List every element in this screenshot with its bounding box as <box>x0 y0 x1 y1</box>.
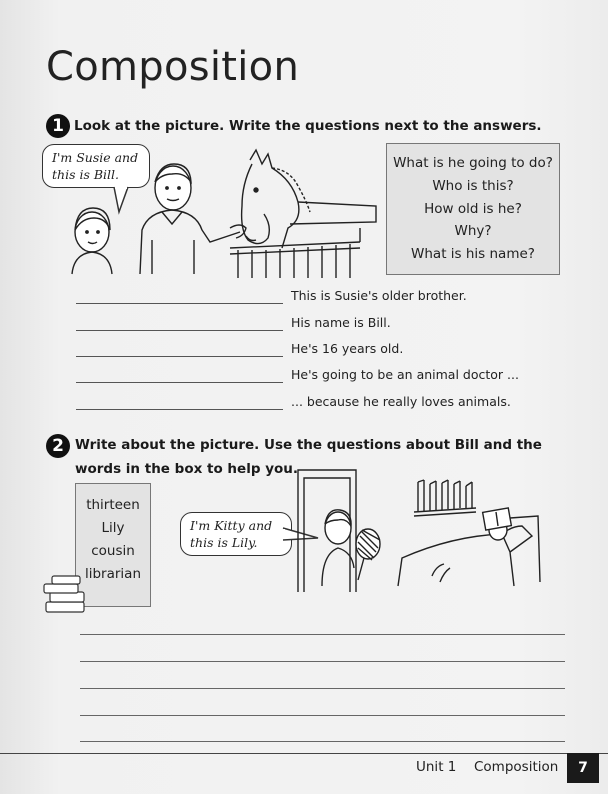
speech-line: this is Bill. <box>52 167 119 182</box>
books-icon <box>42 576 88 616</box>
question-item: How old is he? <box>424 200 522 217</box>
footer-divider <box>0 753 608 754</box>
illustration-susie-bill-horse <box>60 150 380 280</box>
exercise-1-instruction: Look at the picture. Write the questions next to the answers. <box>74 118 542 134</box>
question-item: Why? <box>454 223 492 240</box>
writing-line[interactable] <box>80 715 565 716</box>
instruction-line: words in the box to help you. <box>75 461 299 477</box>
boy-icon <box>140 164 246 274</box>
page-title: Composition <box>46 44 300 90</box>
answer-text: He's going to be an animal doctor ... <box>291 367 519 382</box>
word-item: cousin <box>91 543 135 559</box>
bookshelf-icon <box>414 480 476 516</box>
illustration-lily-bed <box>392 478 542 588</box>
bed-icon <box>398 516 540 586</box>
answer-row <box>76 394 516 412</box>
writing-line[interactable] <box>80 688 565 689</box>
answer-row <box>76 341 516 359</box>
instruction-line: Write about the picture. Use the questions about Bill and the <box>75 437 542 453</box>
answer-row <box>76 288 516 306</box>
answer-row <box>76 315 516 333</box>
horse-icon <box>242 150 376 248</box>
exercise-1-number: 1 <box>46 114 70 138</box>
answer-write-line[interactable] <box>76 382 283 383</box>
footer-section: Composition <box>474 759 559 775</box>
question-item: What is he going to do? <box>393 155 553 172</box>
girl-with-racket-icon <box>322 510 380 586</box>
writing-line[interactable] <box>80 661 565 662</box>
illustration-kitty-door <box>296 468 386 593</box>
answer-row <box>76 367 519 385</box>
question-item: Who is this? <box>432 177 514 194</box>
writing-line[interactable] <box>80 741 565 742</box>
page-number: 7 <box>567 753 599 783</box>
speech-line: I'm Kitty and <box>190 518 273 533</box>
speech-bubble-kitty <box>180 512 292 556</box>
exercise-2-number: 2 <box>46 434 70 458</box>
questions-box <box>386 143 560 275</box>
speech-line: I'm Susie and <box>52 150 139 165</box>
writing-line[interactable] <box>80 634 565 635</box>
answer-write-line[interactable] <box>76 409 283 410</box>
fence-icon <box>230 228 360 278</box>
word-item: librarian <box>84 566 142 582</box>
answer-text: This is Susie's older brother. <box>291 288 467 303</box>
answer-text: His name is Bill. <box>291 315 391 330</box>
footer-unit: Unit 1 <box>416 759 457 775</box>
answer-write-line[interactable] <box>76 330 283 331</box>
answer-text: He's 16 years old. <box>291 341 404 356</box>
reading-girl-icon <box>432 508 511 582</box>
word-item: Lily <box>101 520 125 536</box>
girl-icon <box>72 208 112 274</box>
speech-line: this is Lily. <box>190 535 258 550</box>
question-item: What is his name? <box>411 246 535 263</box>
answer-text: ... because he really loves animals. <box>291 394 511 409</box>
answer-write-line[interactable] <box>76 356 283 357</box>
word-item: thirteen <box>86 497 140 513</box>
answer-write-line[interactable] <box>76 303 283 304</box>
